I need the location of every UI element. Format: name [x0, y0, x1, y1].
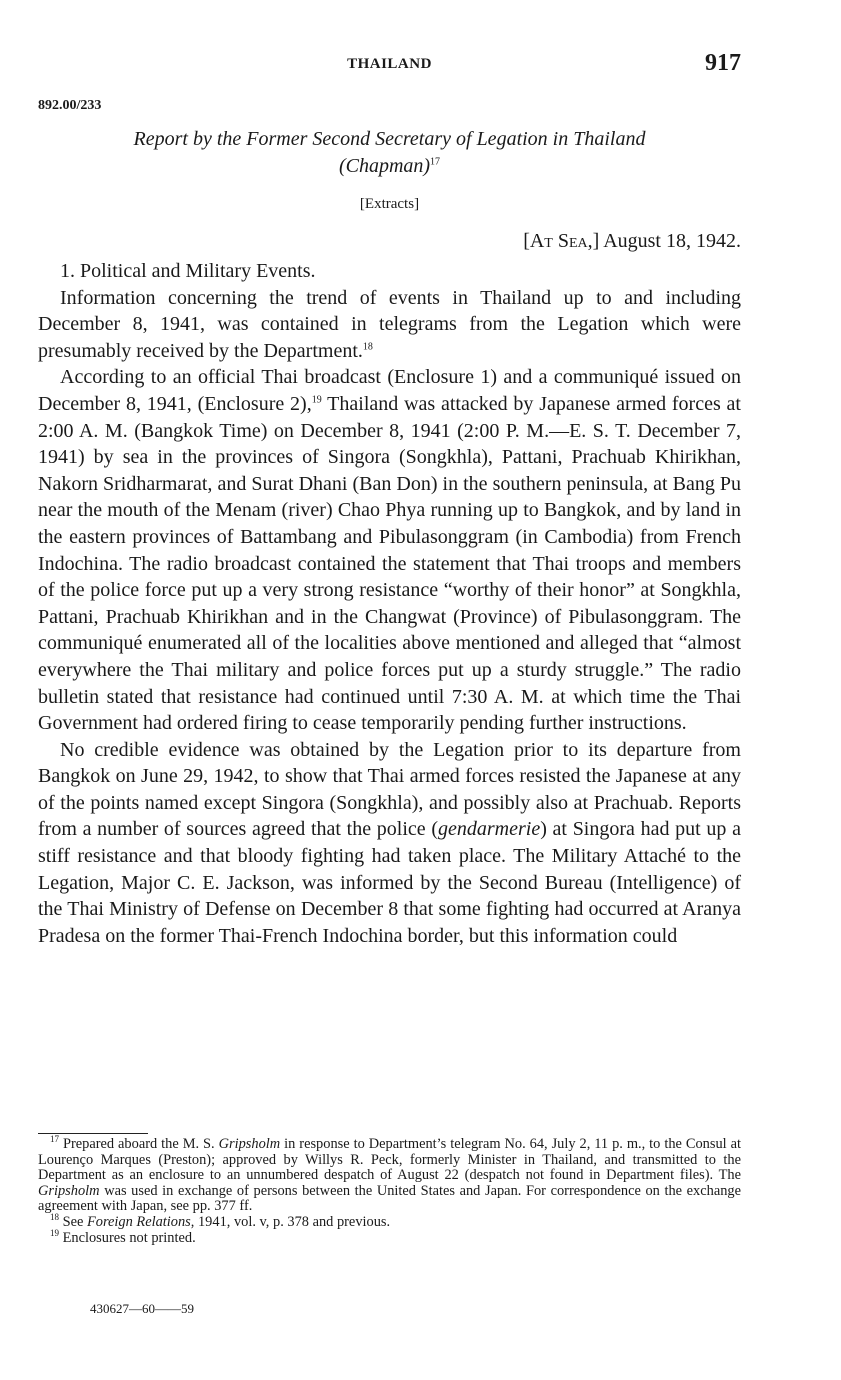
footnote-19 [38, 1227, 741, 1247]
file-number: 892.00/233 [38, 98, 102, 113]
paragraph-2-text-a: According to an official Thai broadcast (Enclosure 1) and a communiqué issued on December 8, 1941, (Enclosure 2), [38, 366, 741, 415]
running-title: THAILAND [347, 56, 432, 72]
dateline-date: August 18, 1942. [599, 230, 741, 252]
paragraph-3-italic: gendarmerie [438, 818, 541, 841]
footnotes [38, 1134, 741, 1246]
paragraph-3-text-b: ) at Singora had put up a stiff resistance and that bloody fighting had taken place. The Military Attaché to the Legation, Major C. E. Jackson, was informed by the Second Bureau (Intelligence) of the Thai Ministry of Defense on December 8 that some fighting had occurred at Aranya Pradesa on the former Thai-French Indochina border, but this information could [38, 818, 741, 947]
extracts-note: [Extracts] [359, 196, 420, 212]
dateline-open-bracket: [ [523, 230, 530, 252]
paragraph-1-text: Information concerning the trend of events in Thailand up to and including December 8, 1941, was contained in telegrams from the Legation which were presumably received by the Department. [38, 286, 741, 362]
footnote-18-text-a: See [59, 1213, 87, 1230]
footnote-ref-17: 17 [430, 156, 441, 168]
footnote-17-ship-1: Gripsholm [218, 1136, 281, 1152]
footnote-17-text-c: was used in exchange of persons between the United States and Japan. For correspondence on the exchange agreement with Japan, see pp. 377 ff. [38, 1182, 741, 1215]
footnote-18-italic: Foreign Relations [86, 1213, 191, 1230]
footnote-19-number: 19 [50, 1227, 59, 1238]
paragraph-2-text-b: Thailand was attacked by Japanese armed forces at 2:00 A. M. (Bangkok Time) on December 8, 1941 (2:00 P. M.—E. S. T. December 7, 1941) by sea in the provinces of Singora (Songkhla), Pattani, Prachuab Khirikhan, Nakorn Sridharmarat, and Surat Dhani (Ban Don) in the southern peninsula, at Bang Pu near the mouth of the Menam (river) Chao Phya running up to Bangkok, and by land in the eastern provinces of Battambang and Pibulasonggram (in Cambodia) from French Indochina. The radio broadcast contained the statement that Thai troops and members of the police force put up a very strong resistance “worthy of their honor” at Songkhla, Pattani, Prachuab Khirikhan and in the Changwat (Province) of Pibulasonggram. The communiqué enumerated all of the localities above mentioned and alleged that “almost everywhere the Thai military and police forces put up a sturdy struggle.” The radio bulletin stated that resistance had continued until 7:30 A. M. at which time the Thai Government had ordered firing to cease temporarily pending further instructions. [38, 392, 741, 735]
page-number: 917 [705, 50, 741, 76]
footnote-ref-19: 19 [311, 394, 322, 406]
title-line-2 [38, 153, 741, 180]
paragraph-3 [38, 737, 741, 950]
title-author: (Chapman) [338, 155, 431, 177]
paragraph-3-text-a: No credible evidence was obtained by the Legation prior to its departure from Bangkok on June 29, 1942, to show that Thai armed forces resisted the Japanese at any of the points named except Singora (Songkhla), and possibly also at Prachuab. Reports from a number of sources agreed that the police ( [38, 738, 741, 841]
footnote-17-number: 17 [50, 1134, 59, 1145]
footnote-19-text: Enclosures not printed. [59, 1229, 196, 1246]
footnote-17 [38, 1134, 741, 1215]
footnote-18-number: 18 [50, 1212, 59, 1223]
footnote-18-text-b: , 1941, vol. v, p. 378 and previous. [190, 1213, 391, 1230]
section-heading: 1. Political and Military Events. [60, 260, 316, 282]
printer-code: 430627—60——59 [90, 1301, 194, 1316]
paragraph-1 [38, 285, 741, 365]
footnote-17-text-a: Prepared aboard the M. S. [59, 1136, 219, 1152]
dateline-place: At Sea, [529, 230, 593, 252]
paragraph-2 [38, 364, 741, 736]
footnote-17-text-b: in response to Department’s telegram No. 64, July 2, 11 p. m., to the Consul at Lourenço Marques (Preston); approved by Willys R. Peck, formerly Minister in Thailand, and transmitted to the Department as an enclosure to an unnumbered despatch of August 22 (despatch not found in Department files). The [38, 1136, 741, 1184]
document-title [38, 126, 741, 180]
title-line-1: Report by the Former Second Secretary of Legation in Thailand [133, 128, 646, 150]
dateline-close-bracket: ] [592, 230, 600, 252]
running-head [38, 50, 741, 84]
dateline [38, 230, 741, 253]
footnote-17-ship-2: Gripsholm [38, 1182, 100, 1199]
body-text [38, 258, 741, 949]
footnote-18 [38, 1212, 741, 1231]
footnote-ref-18: 18 [362, 341, 373, 353]
